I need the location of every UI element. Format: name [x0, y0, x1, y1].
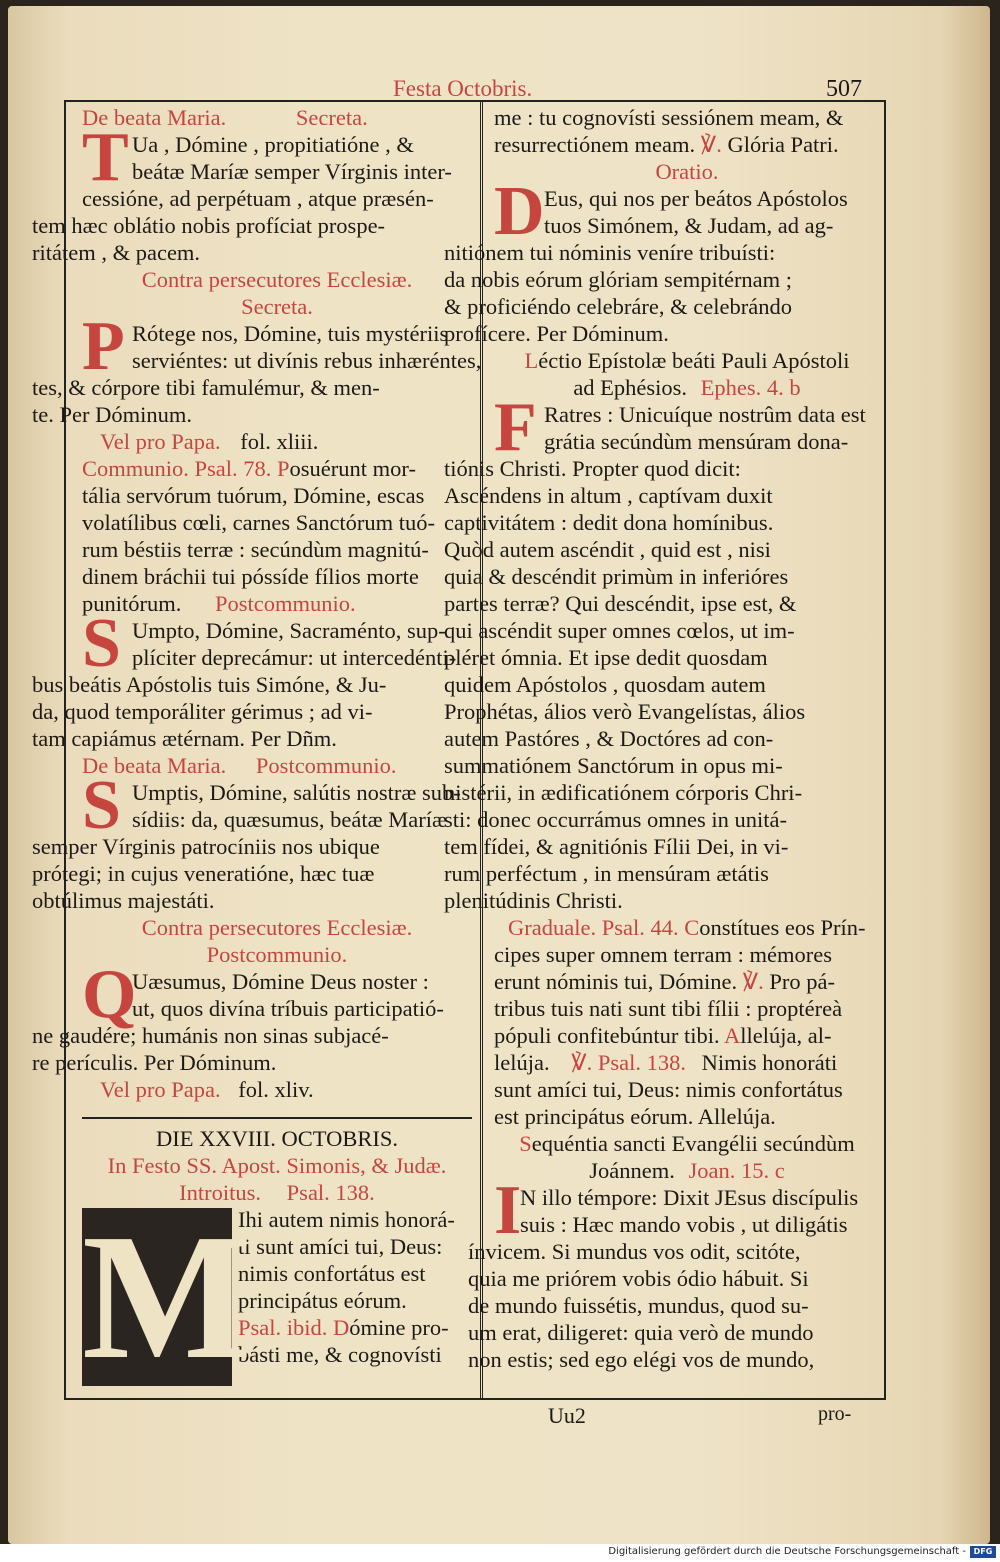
- dfg-logo: DFG: [970, 1546, 996, 1558]
- initial-T: T: [82, 119, 129, 196]
- paragraph-tua-domine: T Ua , Dómine , propitiatióne , & beátæ Maríæ semper Vírginis inter- cessióne, ad perpétuam , atque præsén- tem hæc oblátio nobis profíciat prospe- ritátem , & pacem.: [32, 119, 452, 265]
- gloria-patri-line: resurrectiónem meam. ℣. Glória Patri.: [494, 132, 839, 157]
- paragraph-deus-qui: D Eus, qui nos per beátos Apóstolos tuos Simónem, & Judam, ad ag- nitiónem tui nóminis veníre tribuísti: da nobis eórum glóriam sempitérnam ; & proficiéndo celebráre, & celebrándo profícere. Per Dóminum.: [444, 173, 848, 346]
- woodcut-initial: M: [82, 1197, 252, 1396]
- paragraph-sumpto: S Umpto, Dómine, Sacraménto, sup- plíciter deprecámur: ut intercedénti- bus beátis Apóstolis tuis Simóne, & Ju- da, quod temporáliter gérimus ; ad vi- tam capiámus ætérnam. Per Dñm.: [32, 605, 457, 751]
- footer-credit: Digitalisierung gefördert durch die Deutsche Forschungsgemeinschaft -: [608, 1546, 966, 1557]
- paragraph-in-illo: I N illo témpore: Dixit JEsus discípulis suis : Hæc mando vobis , ut diligátis ínvicem. Si mundus vos odit, scitóte, quia me priórem vobis ódio hábuit. Si de mundo fuissétis, mundus, quod su- um erat, diligeret: quia verò de mundo non estis; sed ego elégi vos de mundo,: [468, 1172, 859, 1372]
- feast-title: In Festo SS. Apost. Simonis, & Judæ.: [107, 1153, 447, 1178]
- paragraph-fratres: F Ratres : Unicuíque nostrûm data est grátia secúndùm mensúram dona- tiónis Christi. Propter quod dicit: Ascéndens in altum , captívam duxit captivitátem : dedit dona homínibus. Quòd autem ascéndit , quid est , nisi quia & descéndit primùm in inferióres partes terræ? Qui descéndit, ipse est, & qui ascéndit super omnes cœlos, ut im- pléret ómnia. Et ipse dedit quosdam quidem Apóstolos , quosdam autem Prophétas, álios verò Evangelístas, álios autem Pastóres , & Doctóres ad con- summatiónem Sanctórum in opus mi- nistérii, in ædificatiónem córporis Chri- sti: donec occurrámus omnes in unitá- tem fídei, & agnitiónis Fílii Dei, in vi- rum perféctum , in mensúram ætátis plenitúdinis Christi.: [444, 389, 866, 913]
- initial-I: I: [494, 1172, 522, 1249]
- lectio-heading: Léctio Epístolæ beáti Pauli Apóstoli: [524, 348, 850, 373]
- running-head: Festa Octobris.: [393, 76, 533, 101]
- heading-postcommunio: Postcommunio.: [206, 942, 348, 967]
- paragraph-posuerunt: tália servórum tuórum, Dómine, escas volatílibus cœli, carnes Sanctórum tuó- rum béstiis terræ : secúndùm magnitú- dinem bráchii tui póssíde fílios morte punitórum. Postcommunio.: [82, 483, 436, 616]
- paragraph-protege: P Rótege nos, Dómine, tuis mystériis serviéntes: ut divínis rebus inhæréntes, tes, & córpore tibi famulémur, & men- te. Per Dóminum.: [32, 308, 482, 427]
- initial-S: S: [82, 605, 121, 682]
- left-column: [32, 104, 482, 1396]
- introitus-heading: Introitus. Psal. 138.: [179, 1180, 375, 1205]
- feast-date: DIE XXVIII. OCTOBRIS.: [155, 1126, 399, 1151]
- heading-contra-persecutores-2: Contra persecutores Ecclesiæ.: [141, 915, 413, 940]
- vel-pro-papa-2: Vel pro Papa. fol. xliv.: [100, 1077, 314, 1102]
- heading-secreta: Secreta.: [241, 294, 313, 319]
- paragraph-graduale: cipes super omnem terram : mémores erunt nóminis tui, Dómine. ℣. Pro pá- tribus tuis nati sunt tibi fílii : proptéreà pópuli confitebúntur tibi. Allelúja, al- lelúja. ℣. Psal. 138. Nimis honoráti sunt amíci tui, Deus: nimis confortátus est principátus eórum. Allelúja.: [494, 942, 843, 1129]
- initial-F: F: [494, 389, 537, 466]
- heading-postcommunio-maria: De beata Maria. Postcommunio.: [82, 753, 397, 778]
- versicle-icon: ℣.: [700, 132, 722, 157]
- signature-mark: Uu2: [548, 1403, 586, 1428]
- page-number: 507: [826, 76, 862, 102]
- initial-P: P: [82, 308, 125, 385]
- section-rule: [82, 1103, 472, 1119]
- communio-line: Communio. Psal. 78. Posuérunt mor-: [82, 456, 416, 481]
- lectio-heading-2: ad Ephésios. Ephes. 4. b: [573, 375, 801, 400]
- initial-S2: S: [82, 767, 121, 844]
- heading-oratio: Oratio.: [655, 159, 719, 184]
- sequentia-heading: Sequéntia sancti Evangélii secúndùm: [519, 1131, 855, 1156]
- vel-pro-papa-1: Vel pro Papa. fol. xliii.: [100, 429, 319, 454]
- graduale-line: Graduale. Psal. 44. Constítues eos Prín-: [508, 915, 866, 940]
- paragraph-sumptis: S Umptis, Dómine, salútis nostræ sub- sídiis: da, quæsumus, beátæ Maríæ semper Vírginis patrocíniis nos ubique prótegi; in cujus veneratióne, hæc tuæ obtúlimus majestáti.: [32, 767, 461, 913]
- paragraph-mihi-autem: M Ihi autem nimis honorá- ti sunt amíci tui, Deus: nimis confortátus est principátus eórum. Psal. ibid. Dómine pro- básti me, & cognovísti: [82, 1197, 455, 1396]
- versicle-icon: ℣.: [742, 969, 764, 994]
- paragraph-quaesumus: Q Uæsumus, Dómine Deus noster : ut, quos divína tríbuis participatió- ne gaudére; humánis non sinas subjacé- re perículis. Per Dóminum.: [32, 956, 444, 1075]
- right-column: me : tu cognovísti sessiónem meam, & resurrectiónem meam. ℣. Glória Patri. Oratio. D Eus, qui nos per beátos Apóstolos tuos Simónem, & Judam, ad ag- nitiónem tui nóminis veníre tribuísti: da nobis eórum glóriam sempitérnam ; & proficiéndo celebráre, & celebrándo profícere. Per Dóminum. Léctio Epístolæ beáti Pauli Apóstoli ad Ephésios. Ephes. 4. b F Ratres : Unicuíque nostrûm data est grátia secúndùm mensúram dona- tiónis Christi. Propter quod dicit: Ascéndens in altum , captívam duxit captivitátem : dedit dona homínibus. Quòd autem ascéndit , quid est , nisi quia & descéndit primùm in inferióres partes terræ? Qui descéndit, ipse est, & qui ascéndit super omnes cœlos, ut im- pléret ómnia. Et ipse dedit quosdam quidem Apóstolos , quosdam autem Prophétas, álios verò Evangelístas, álios autem Pastóres , & Doctóres ad con- summatiónem Sanctórum in opus mi- nistérii, in ædificatiónem córporis Chri- sti: donec occurrámus omnes in unitá- tem fídei, & agnitiónis Fílii Dei, in vi- rum perféctum , in mensúram ætátis plenitúdinis Christi. Graduale. Psal. 44. Constítues eos Prín- cipes super omnem terram : mémores erunt nóminis tui, Dómine. ℣. Pro pá- tribus tuis nati sunt tibi fílii : proptéreà pópuli confitebúntur tibi. Allelúja, al- lelúja. ℣. Psal. 138. Nimis honoráti sunt amíci tui, Deus: nimis confortátus est principátus eórum. Allelúja. Sequéntia sancti Evangélii secúndùm Joánnem. Joan. 15. c I N illo témpore: Dixit JEsus discípulis suis : Hæc mando vobis , ut diligátis ínvicem. Si mundus vos odit, scitóte, quia me priórem vobis ódio hábuit. Si de mundo fuissétis, mundus, quod su- um erat, diligeret: quia verò de mundo non estis; sed ego elégi vos de mundo,: [494, 104, 880, 1373]
- heading-secreta-maria: De beata Maria. Secreta.: [82, 105, 368, 130]
- digitization-footer: [0, 1544, 1000, 1562]
- initial-D: D: [494, 173, 545, 250]
- sequentia-heading-2: Joánnem. Joan. 15. c: [589, 1158, 785, 1183]
- catchword: pro-: [818, 1403, 852, 1425]
- heading-contra-persecutores: Contra persecutores Ecclesiæ.: [141, 267, 413, 292]
- initial-Q: Q: [82, 956, 137, 1033]
